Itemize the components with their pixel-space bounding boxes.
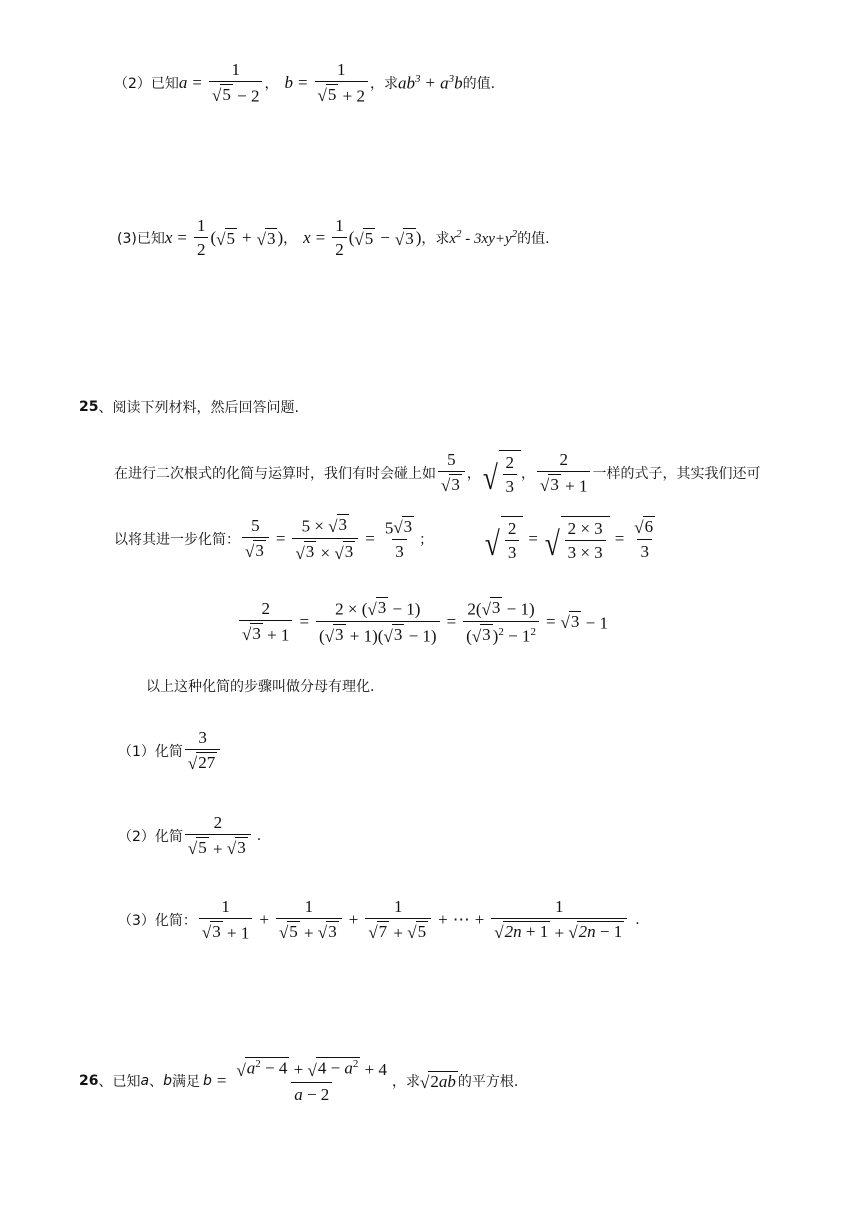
expr-ab3: $ab^3$	[397, 72, 421, 93]
q25-title: 、阅读下列材料，然后回答问题.	[98, 400, 299, 416]
q24-2-prefix: （2）已知	[114, 76, 179, 92]
q25-part1: （1）化简 3 √ 27	[118, 728, 222, 774]
q25-header	[79, 396, 299, 418]
q24-part2: （2）已知 a = 1 √ 5 − 2 ， b = 1 √ 5 + 2 ，求 $ab^3$ + $a^3b$ 的值.	[114, 59, 496, 106]
q25-example: 2 √ 3 + 1 = 2 × ( √ 3 − 1) ( √ 3 + 1)( √ 3 − 1) = 2( √ 3 − 1) ( √ 3 )$^2 - 1^2$ = √ 3 − 1	[237, 598, 608, 646]
q26: 26 、已知 a 、 b 满足 b = √ $a^2 - 4$ + √ $4 - a^2$ + 4 a − 2 ，求 √ 2ab 的平方根.	[79, 1058, 519, 1104]
q25-conclusion: 以上这种化简的步骤叫做分母有理化.	[146, 679, 375, 695]
q25-number: 25	[79, 399, 99, 415]
q25-intro-line1: 在进行二次根式的化简与运算时，我们有时会碰上如 5 √ 3 ， √ $\frac{2}{3}$ ， 2 √ 3 + 1 一样的式子，其实我们还可	[114, 449, 761, 498]
q25-intro-line2: 以将其进一步化简： 5 √ 3 = 5 × √ 3 √ 3 × √ 3 = 5 √ 3 3 ； √ $\frac{2}{3}$ = √ $\frac{2 \times 3}{3 \times 3}$ = √ 6 3	[114, 515, 654, 564]
q25-part3: （3）化简： 1 √ 3 + 1 + 1 √ 5 + √ 3 + 1 √ 7 + √ 5 + ⋯ + 1 √ 2n + 1 + √ 2n − 1 .	[118, 896, 640, 943]
fraction-a: 1 √ 5 − 2	[209, 60, 262, 107]
fraction-b: 1 √ 5 + 2	[315, 60, 368, 107]
q25-part2: （2）化简 2 √ 5 + √ 3 .	[118, 812, 262, 859]
q26-number: 26	[79, 1073, 99, 1089]
q24-part3: (3)已知 x = $\frac{1}{2}$ ( √ 5 + √ 3 ) ， x = $\frac{1}{2}$ ( √ 5 − √ 3 ) ，求 $x^2 - 3xy+y^2$ 的值.	[117, 216, 550, 259]
